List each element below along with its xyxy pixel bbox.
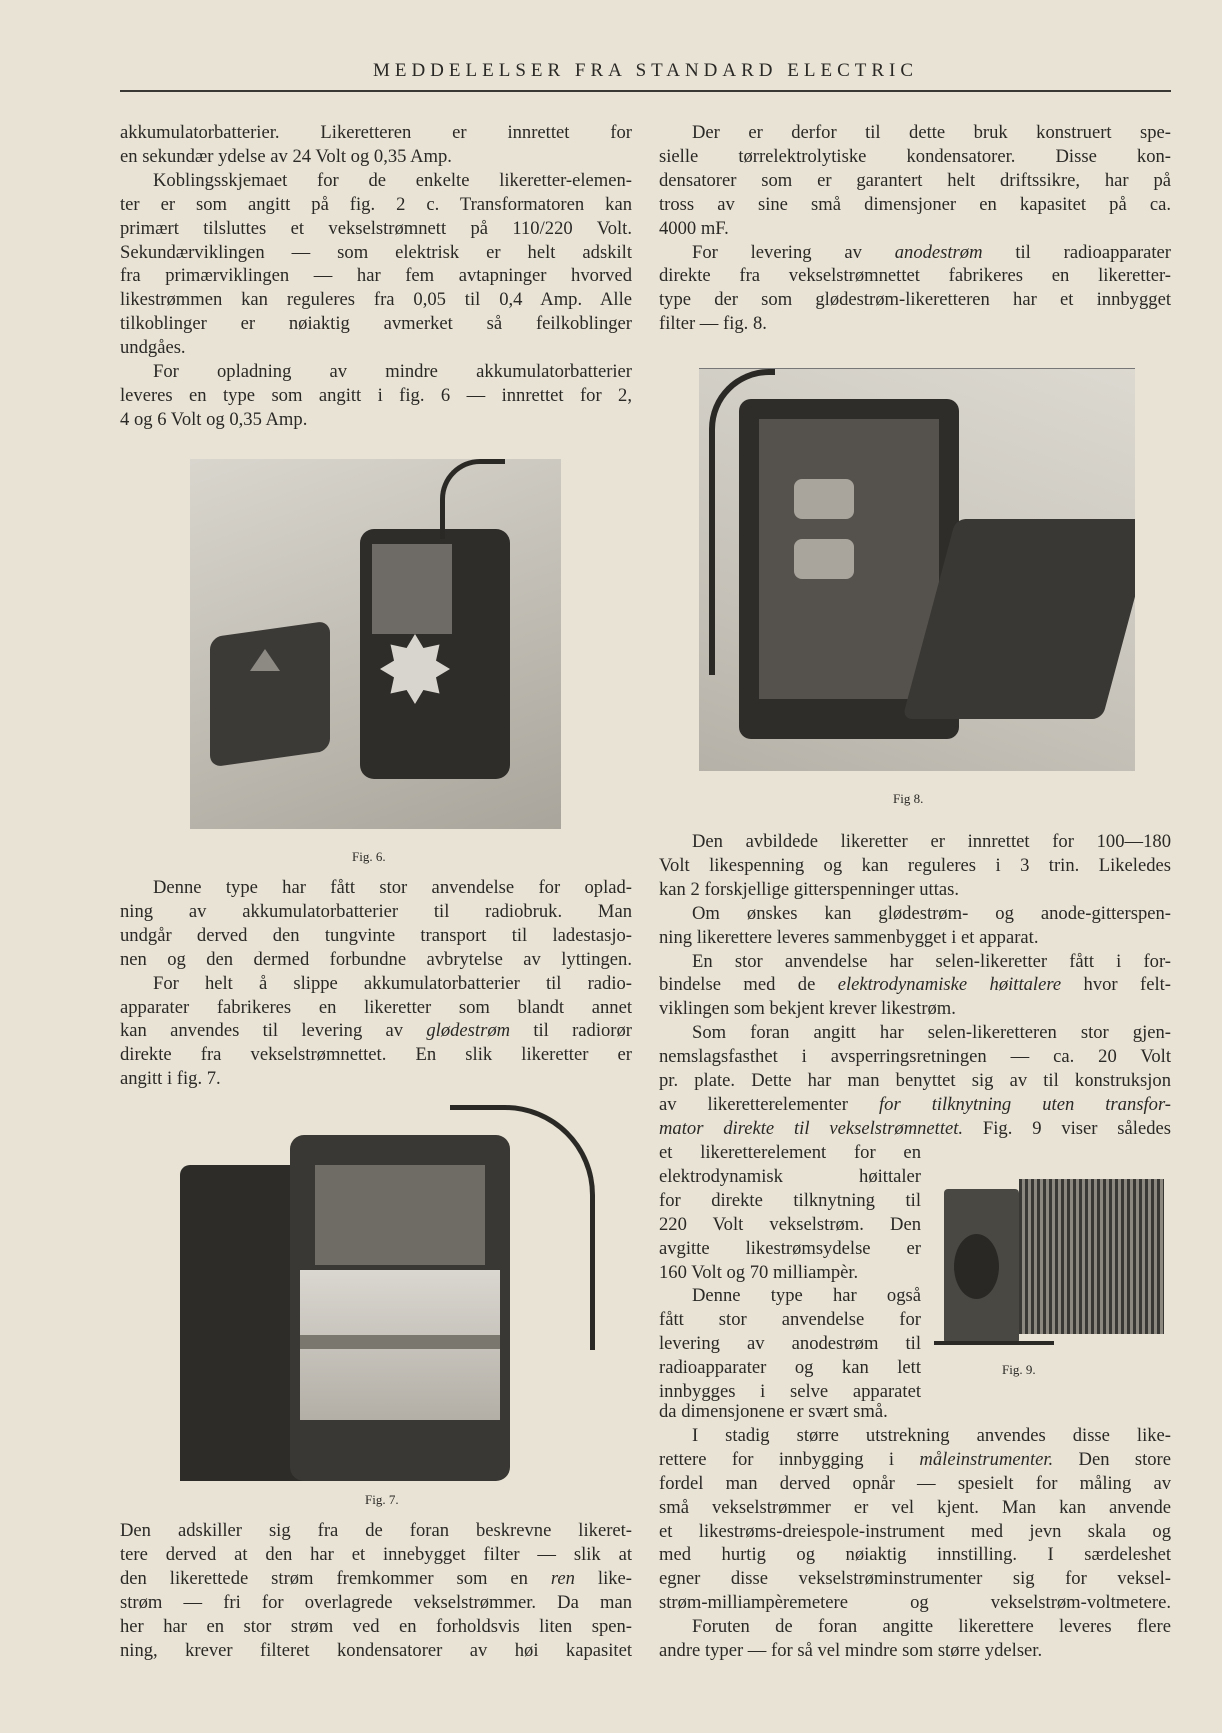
text-line: små vekselstrømmer er vel kjent. Man kan anvende xyxy=(659,1496,1171,1518)
text-segment: til radiorør xyxy=(510,1020,632,1042)
figure-8-caption: Fig 8. xyxy=(893,791,924,806)
text-line: Den adskiller sig fra de foran beskrevne likeret- xyxy=(120,1520,632,1541)
text-line: da dimensjonene er svært små. xyxy=(659,1401,888,1422)
text-segment: Fig. 9 viser således xyxy=(963,1117,1171,1139)
right-text-block-1 xyxy=(659,121,1171,336)
text-line: direkte fra vekselstrømnettet fabrikeres en likeretter- xyxy=(659,265,1171,287)
text-line xyxy=(659,973,1171,997)
text-line: viklingen som bekjent krever likestrøm. xyxy=(659,998,956,1020)
text-line: nen og den dermed forbundne avbrytelse av lyttingen. xyxy=(120,948,632,970)
text-line: levering av anodestrøm til xyxy=(659,1333,921,1355)
text-line: primært tilsluttes et vekselstrømnett på 110/220 Volt. xyxy=(120,217,632,239)
text-line: 4000 mF. xyxy=(659,217,729,239)
text-line: ning likerettere leveres sammenbygget i et apparat. xyxy=(659,926,1039,948)
header-rule xyxy=(120,90,1171,92)
text-line: apparater fabrikeres en likeretter som blandt annet xyxy=(120,996,632,1018)
text-line: strøm — fri for overlagrede vekselstrømmer. Da man xyxy=(120,1591,632,1613)
figure-7-caption: Fig. 7. xyxy=(365,1492,399,1507)
text-line: likestrømmen kan reguleres fra 0,05 til 0,4 Amp. Alle xyxy=(120,289,632,311)
text-line xyxy=(120,1567,632,1591)
text-line: et likestrøms-dreiespole-instrument med jevn skala og xyxy=(659,1520,1171,1542)
text-line: 160 Volt og 70 milliampèr. xyxy=(659,1261,859,1283)
left-text-block-1 xyxy=(120,121,632,432)
text-segment: kan anvendes til levering av xyxy=(120,1020,427,1042)
italic-text: ren xyxy=(550,1567,575,1589)
text-line xyxy=(659,1448,1171,1472)
text-line: en sekundær ydelse av 24 Volt og 0,35 Amp. xyxy=(120,145,452,167)
text-segment: rettere for innbygging i xyxy=(659,1448,920,1470)
text-line: for direkte tilknytning til xyxy=(659,1189,921,1211)
text-line: sielle tørrelektrolytiske kondensatorer. Disse kon- xyxy=(659,145,1171,167)
text-line: her har en stor strøm ved en forholdsvis liten spen- xyxy=(120,1615,632,1637)
text-line: Denne type har fått stor anvendelse for oplad- xyxy=(153,877,632,898)
text-line: med hurtig og nøiaktig innstilling. I særdeleshet xyxy=(659,1544,1171,1566)
text-line: I stadig større utstrekning anvendes disse like- xyxy=(692,1424,1171,1446)
text-line: 220 Volt vekselstrøm. Den xyxy=(659,1213,921,1235)
text-line: filter — fig. 8. xyxy=(659,313,767,335)
figure-6-caption: Fig. 6. xyxy=(352,849,386,864)
right-text-block-3 xyxy=(659,1400,1171,1663)
text-line: tross av sine små dimensjoner en kapasitet på ca. xyxy=(659,193,1171,215)
text-line: Om ønskes kan glødestrøm- og anode-gitterspen- xyxy=(692,902,1171,924)
text-line: tere derved at den har et innebygget filter — slik at xyxy=(120,1543,632,1565)
text-segment: til radioapparater xyxy=(982,241,1171,263)
text-line: et likeretterelement for en xyxy=(659,1142,921,1163)
text-segment: av likeretterelementer xyxy=(659,1093,879,1115)
text-line: En stor anvendelse har selen-likeretter fått i for- xyxy=(692,950,1171,972)
text-line: avgitte likestrømsydelse er xyxy=(659,1237,921,1259)
text-line: Der er derfor til dette bruk konstruert spe- xyxy=(692,122,1171,143)
text-line: Koblingsskjemaet for de enkelte likeretter-elemen- xyxy=(153,169,632,191)
text-segment: For levering av xyxy=(692,241,895,263)
text-line: undgår derved den tungvinte transport til ladestasjo- xyxy=(120,924,632,946)
text-line: innbygges i selve apparatet xyxy=(659,1381,921,1403)
text-line: Sekundærviklingen — som elektrisk er helt adskilt xyxy=(120,241,632,263)
text-line: pr. plate. Dette har man benyttet sig av til konstruksjon xyxy=(659,1070,1171,1092)
text-line: type der som glødestrøm-likeretteren har et innbygget xyxy=(659,289,1171,311)
text-segment: bindelse med de xyxy=(659,974,838,996)
italic-text: glødestrøm xyxy=(426,1020,511,1042)
figure-9-photo xyxy=(934,1169,1169,1351)
text-line: tilkoblinger er nøiaktig avmerket så feilkoblinger xyxy=(120,313,632,335)
italic-text: anodestrøm xyxy=(894,241,983,263)
text-line: ning, krever filteret kondensatorer av høi kapasitet xyxy=(120,1639,632,1661)
text-line: Foruten de foran angitte likerettere leveres flere xyxy=(692,1616,1171,1638)
text-segment: hvor felt- xyxy=(1061,974,1171,996)
text-line: Volt likespenning og kan reguleres i 3 trin. Likeledes xyxy=(659,854,1171,876)
text-line: 4 og 6 Volt og 0,35 Amp. xyxy=(120,408,308,430)
text-line: kan 2 forskjellige gitterspenninger uttas. xyxy=(659,878,960,900)
text-line: undgåes. xyxy=(120,337,186,359)
text-line xyxy=(659,1093,1171,1117)
text-line: densatorer som er garantert helt driftssikre, har på xyxy=(659,169,1171,191)
text-line: direkte fra vekselstrømnettet. En slik likeretter er xyxy=(120,1044,632,1066)
text-segment: Den store xyxy=(1053,1448,1172,1470)
text-line: Denne type har også xyxy=(692,1285,921,1307)
text-line: fordel man derved opnår — spesielt for måling av xyxy=(659,1472,1171,1494)
text-line: nemslagsfasthet i avsperringsretningen — ca. 20 Volt xyxy=(659,1046,1171,1068)
text-line: ning av akkumulatorbatterier til radiobruk. Man xyxy=(120,900,632,922)
left-text-block-2 xyxy=(120,876,632,1091)
text-segment: den likerettede strøm fremkommer som en xyxy=(120,1567,551,1589)
figure-9-caption: Fig. 9. xyxy=(1002,1362,1036,1377)
running-header: MEDDELELSER FRA STANDARD ELECTRIC xyxy=(372,60,919,81)
text-line: Som foran angitt har selen-likeretteren stor gjen- xyxy=(692,1022,1171,1044)
text-line xyxy=(659,241,1171,265)
text-line: akkumulatorbatterier. Likeretteren er innrettet for xyxy=(120,122,632,143)
text-line: For helt å slippe akkumulatorbatterier til radio- xyxy=(153,972,632,994)
text-line: elektrodynamisk høittaler xyxy=(659,1165,921,1187)
figure-7-photo xyxy=(180,1105,619,1481)
right-text-block-narrow xyxy=(659,1141,921,1404)
text-line: fra primærviklingen — har fem avtapninger hvorved xyxy=(120,265,632,287)
text-line: andre typer — for så vel mindre som større ydelser. xyxy=(659,1640,1043,1662)
italic-text: måleinstrumenter. xyxy=(919,1448,1054,1470)
text-segment: like- xyxy=(574,1567,632,1589)
italic-text: for tilknytning uten transfor- xyxy=(878,1093,1172,1115)
right-text-block-2 xyxy=(659,830,1171,1141)
text-line: ter er som angitt på fig. 2 c. Transformatoren kan xyxy=(120,193,632,215)
text-line: fått stor anvendelse for xyxy=(659,1309,921,1331)
text-line: strøm-milliampèremetere og vekselstrøm-voltmetere. xyxy=(659,1592,1171,1614)
text-line: Den avbildede likeretter er innrettet for 100—180 xyxy=(692,831,1171,852)
text-line: For opladning av mindre akkumulatorbatterier xyxy=(153,361,632,383)
text-line: egner disse vekselstrøminstrumenter sig for veksel- xyxy=(659,1568,1171,1590)
text-line: leveres en type som angitt i fig. 6 — innrettet for 2, xyxy=(120,384,632,406)
text-line: angitt i fig. 7. xyxy=(120,1068,221,1090)
figure-8-photo xyxy=(699,368,1135,771)
figure-6-photo xyxy=(190,459,561,829)
text-line xyxy=(120,1019,632,1043)
left-text-block-3 xyxy=(120,1519,632,1662)
italic-text: mator direkte til vekselstrømnettet. xyxy=(659,1117,964,1139)
text-line: radioapparater og kan lett xyxy=(659,1357,921,1379)
italic-text: elektrodynamiske høittalere xyxy=(837,974,1062,996)
text-line xyxy=(659,1117,1171,1141)
